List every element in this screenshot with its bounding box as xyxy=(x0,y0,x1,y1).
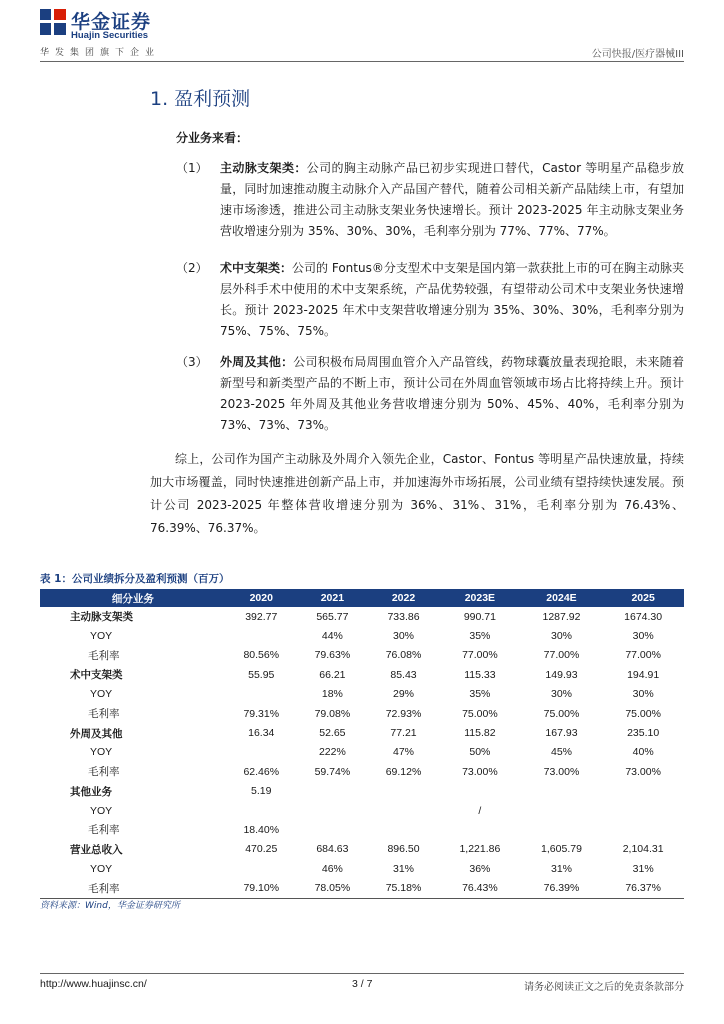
table-row xyxy=(40,782,684,801)
table-row xyxy=(40,646,684,665)
item-heading: 外周及其他： xyxy=(220,355,294,369)
table-row xyxy=(40,801,684,820)
table-cell: 392.77 xyxy=(245,610,278,623)
table-row xyxy=(40,704,684,723)
item-heading: 术中支架类： xyxy=(220,261,293,275)
report-type: 公司快报/医疗器械III xyxy=(591,49,684,60)
row-label: 毛利率 xyxy=(88,766,120,779)
table-cell xyxy=(439,820,521,839)
table-cell xyxy=(602,801,684,820)
table-cell: 115.33 xyxy=(464,668,496,681)
table-cell: 52.65 xyxy=(319,727,346,740)
footer-disclaimer: 请务必阅读正文之后的免责条款部分 xyxy=(524,982,684,993)
forecast-table xyxy=(40,589,684,899)
table-cell: 1,221.86 xyxy=(459,843,501,856)
table-cell: 59.74% xyxy=(314,765,351,778)
table-cell xyxy=(602,782,684,801)
table-cell: 40% xyxy=(632,746,654,759)
table-cell: 167.93 xyxy=(545,727,578,740)
table-row xyxy=(40,665,684,684)
table-cell: 1,605.79 xyxy=(541,843,582,856)
table-cell xyxy=(226,801,297,820)
row-label: 营业总收入 xyxy=(70,843,123,856)
table-cell xyxy=(226,859,297,878)
table-cell: 77.00% xyxy=(625,649,661,662)
table-header-cell: 2023E xyxy=(439,589,521,607)
table-cell: 35% xyxy=(469,688,491,701)
table-cell: 35% xyxy=(469,630,491,643)
table-row xyxy=(40,723,684,742)
table-cell: 30% xyxy=(550,630,572,643)
table-cell: 46% xyxy=(321,862,343,875)
data-source: 资料来源：Wind，华金证券研究所 xyxy=(40,901,180,911)
table-cell xyxy=(439,782,521,801)
table-cell: 31% xyxy=(632,862,654,875)
item-heading: 主动脉支架类： xyxy=(220,161,307,175)
table-cell: 30% xyxy=(632,630,654,643)
table-cell: 73.00% xyxy=(625,765,661,778)
table-cell: 149.93 xyxy=(545,668,578,681)
table-cell: 30% xyxy=(393,630,415,643)
table-cell: 79.10% xyxy=(226,878,297,898)
header-divider xyxy=(40,61,684,62)
table-cell: 30% xyxy=(632,688,654,701)
table-cell: 50% xyxy=(469,746,491,759)
table-cell: 5.19 xyxy=(251,785,272,798)
item-number: （1） xyxy=(176,161,208,175)
table-cell: 73.00% xyxy=(543,765,580,778)
table-header-cell: 2020 xyxy=(226,589,297,607)
table-row xyxy=(40,859,684,878)
table-row xyxy=(40,685,684,704)
page-number: 3 / 7 xyxy=(352,978,373,990)
brand-name-cn: 华金证券 xyxy=(71,11,152,33)
slogan: 华发集团旗下企业 xyxy=(40,48,161,58)
table-cell xyxy=(521,782,603,801)
row-label: 毛利率 xyxy=(88,649,120,662)
table-cell xyxy=(368,801,439,820)
table-cell: 194.91 xyxy=(627,668,660,681)
table-cell: 44% xyxy=(321,630,343,643)
table-cell: 1287.92 xyxy=(542,610,581,623)
item-number: （2） xyxy=(176,261,208,275)
table-cell: 79.08% xyxy=(314,707,351,720)
footer-divider xyxy=(40,973,684,974)
table-title: 表 1：公司业绩拆分及盈利预测（百万） xyxy=(40,573,230,585)
summary-paragraph: 综上，公司作为国产主动脉及外周介入领先企业，Castor、Fontus 等明星产品快速放量，持续加大市场覆盖，同时快速推进创新产品上市，并加速海外市场拓展，公司业绩有望持续快速发展。预计公司 2023-2025 年整体营收增速分别为 36%、31%、31%，毛利率分别为 76.43%、76.39%、76.37%。 xyxy=(150,452,684,535)
section-title: 1. 盈利预测 xyxy=(150,88,251,110)
table-cell: 222% xyxy=(318,746,346,759)
table-header-cell: 2025 xyxy=(602,589,684,607)
row-label: YOY xyxy=(90,630,113,643)
table-cell: 30% xyxy=(550,688,572,701)
item-text: 公司的胸主动脉产品已初步实现进口替代，Castor 等明星产品稳步放量，同时加速推动腹主动脉介入产品国产替代，随着公司相关新产品陆续上市，有望加速市场渗透，推进公司主动脉支架业务快速增长。预计 2023-2025 年主动脉支架业务营收增速分别为 35%、30%、30%，毛利率分别为 77%、77%、77%。 xyxy=(220,161,684,238)
footer-url[interactable]: http://www.huajinsc.cn/ xyxy=(40,978,147,990)
table-cell xyxy=(368,820,439,839)
table-cell: 76.43% xyxy=(439,878,521,898)
row-label: 毛利率 xyxy=(88,824,120,837)
table-cell: 75.18% xyxy=(368,878,439,898)
table-cell: 990.71 xyxy=(463,610,496,623)
table-cell: 36% xyxy=(469,862,491,875)
table-cell: 76.37% xyxy=(602,878,684,898)
table-row xyxy=(40,607,684,626)
table-header-cell: 细分业务 xyxy=(40,589,226,607)
table-cell: 55.95 xyxy=(248,668,275,681)
table-cell: 72.93% xyxy=(385,707,422,720)
item-text: 公司积极布局周围血管介入产品管线，药物球囊放量表现抢眼，未来随着新型号和新类型产品的不断上市，预计公司在外周血管领域市场占比将持续上升。预计 2023-2025 年外周及其他业务营收增速分别为 50%、45%、40%，毛利率分别为 73%、73%、73%。 xyxy=(220,355,684,432)
table-cell: 75.00% xyxy=(625,707,661,720)
table-cell: 684.63 xyxy=(316,843,349,856)
brand-name-en: Huajin Securities xyxy=(71,30,149,41)
table-cell xyxy=(602,820,684,839)
table-cell: 62.46% xyxy=(243,765,280,778)
huajin-logo-icon xyxy=(40,9,66,35)
table-cell: 115.82 xyxy=(464,727,496,740)
table-cell: / xyxy=(478,804,482,817)
table-cell xyxy=(297,782,368,801)
table-cell: 77.00% xyxy=(543,649,580,662)
table-cell xyxy=(368,782,439,801)
item-number: （3） xyxy=(176,355,208,369)
row-label: 其他业务 xyxy=(70,785,112,798)
table-cell: 79.31% xyxy=(243,707,280,720)
table-cell: 77.21 xyxy=(390,727,417,740)
row-label: YOY xyxy=(90,688,113,701)
table-cell: 66.21 xyxy=(319,668,346,681)
table-cell: 896.50 xyxy=(387,843,420,856)
table-cell xyxy=(226,685,297,704)
sub-heading: 分业务来看： xyxy=(176,131,249,145)
table-cell xyxy=(226,626,297,645)
row-label: 外周及其他 xyxy=(70,727,123,740)
table-cell: 31% xyxy=(393,862,415,875)
row-label: 术中支架类 xyxy=(70,669,123,682)
table-cell: 85.43 xyxy=(390,668,417,681)
table-cell: 733.86 xyxy=(387,610,420,623)
row-label: YOY xyxy=(90,746,113,759)
table-row xyxy=(40,820,684,839)
table-cell: 78.05% xyxy=(297,878,368,898)
table-cell: 31% xyxy=(550,862,572,875)
table-cell: 16.34 xyxy=(248,727,275,740)
table-cell: 47% xyxy=(393,746,415,759)
row-label: YOY xyxy=(90,862,113,875)
table-cell: 2,104.31 xyxy=(622,843,664,856)
item-peripheral xyxy=(176,352,684,436)
table-cell: 75.00% xyxy=(462,707,498,720)
row-label: YOY xyxy=(90,804,113,817)
table-cell: 69.12% xyxy=(385,765,422,778)
table-cell: 18% xyxy=(321,688,343,701)
table-cell: 79.63% xyxy=(314,649,351,662)
table-cell xyxy=(226,743,297,762)
table-cell xyxy=(297,820,368,839)
table-row xyxy=(40,626,684,645)
table-cell: 235.10 xyxy=(627,727,660,740)
table-cell: 76.39% xyxy=(521,878,603,898)
row-label: 主动脉支架类 xyxy=(70,611,133,624)
table-cell xyxy=(297,801,368,820)
table-row xyxy=(40,762,684,781)
row-label: 毛利率 xyxy=(40,878,226,898)
table-cell: 80.56% xyxy=(243,649,280,662)
table-cell: 75.00% xyxy=(543,707,580,720)
table-header-cell: 2022 xyxy=(368,589,439,607)
item-intraop-stent xyxy=(176,258,684,342)
table-row xyxy=(40,743,684,762)
table-cell: 1674.30 xyxy=(624,610,663,623)
table-cell: 565.77 xyxy=(316,610,349,623)
item-text: 公司的 Fontus®分支型术中支架是国内第一款获批上市的可在胸主动脉夹层外科手术中使用的术中支架系统，产品优势较强，有望带动公司术中支架业务快速增长。预计 2023-2025 年术中支架营收增速分别为 35%、30%、30%，毛利率分别为 75%、75%、75%。 xyxy=(220,261,684,338)
table-cell: 45% xyxy=(550,746,572,759)
table-cell: 76.08% xyxy=(385,649,422,662)
table-cell: 73.00% xyxy=(462,765,498,778)
table-cell: 470.25 xyxy=(245,843,278,856)
table-cell xyxy=(521,801,603,820)
table-header-cell: 2024E xyxy=(521,589,603,607)
table-header-cell: 2021 xyxy=(297,589,368,607)
table-cell: 18.40% xyxy=(243,823,280,836)
table-cell xyxy=(521,820,603,839)
row-label: 毛利率 xyxy=(88,708,120,721)
table-cell: 29% xyxy=(393,688,415,701)
table-cell: 77.00% xyxy=(462,649,498,662)
table-row xyxy=(40,840,684,859)
table-row xyxy=(40,878,684,898)
item-aortic-stent xyxy=(176,158,684,242)
table-header-row xyxy=(40,589,684,607)
